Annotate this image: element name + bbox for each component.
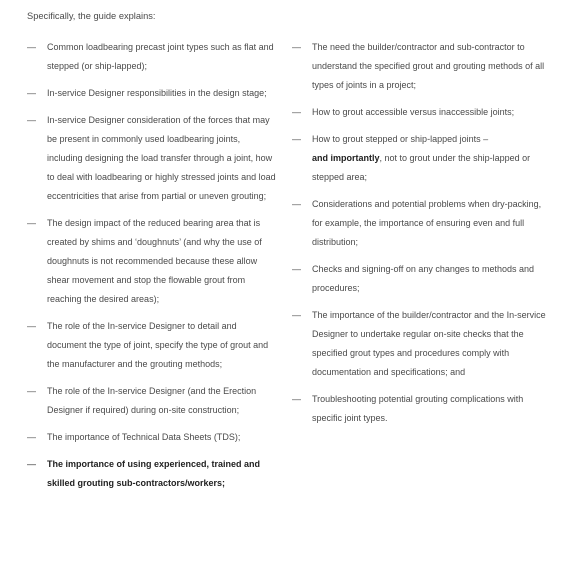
list-item-text: The importance of the builder/contractor and the In-service Designer to undertake regular on-site checks that the specified grout types and procedures comply with documentation and specifications; and xyxy=(312,310,546,377)
list-item-text: The design impact of the reduced bearing area that is created by shims and ‘doughnuts’ (and why the use of doughnuts is not recommended because these allow shear movement and stop the flowable grout from reaching the desired areas); xyxy=(47,218,262,304)
list-item-text-tail: , not to grout under the ship-lapped or stepped area; xyxy=(312,153,531,182)
list-item xyxy=(27,428,277,447)
list-item-text: Considerations and potential problems when dry-packing, for example, the importance of ensuring even and full distribution; xyxy=(312,199,542,247)
emphasis-text: and importantly xyxy=(312,153,380,163)
left-bullet-list xyxy=(27,38,277,501)
list-item-emphasized xyxy=(27,455,277,493)
list-item-text-lead: How to grout stepped or ship-lapped joints – xyxy=(312,134,489,144)
dash-bullet: — xyxy=(27,115,36,125)
list-item xyxy=(27,317,277,374)
list-item xyxy=(27,214,277,309)
list-item-text: Common loadbearing precast joint types such as flat and stepped (or ship-lapped); xyxy=(47,42,274,71)
dash-bullet: — xyxy=(292,42,301,52)
dash-bullet: — xyxy=(27,42,36,52)
list-item-text: Checks and signing-off on any changes to methods and procedures; xyxy=(312,264,534,293)
dash-bullet: — xyxy=(292,310,301,320)
list-item-text: Troubleshooting potential grouting complications with specific joint types. xyxy=(312,394,524,423)
dash-bullet: — xyxy=(27,386,36,396)
list-item xyxy=(27,111,277,206)
list-item-text xyxy=(312,134,530,182)
list-item xyxy=(292,390,547,428)
intro-text: Specifically, the guide explains: xyxy=(27,11,156,21)
list-item xyxy=(292,130,547,187)
list-item xyxy=(292,38,547,95)
list-item xyxy=(27,382,277,420)
list-item-text: The importance of using experienced, trained and skilled grouting sub-contractors/workers; xyxy=(47,459,261,488)
dash-bullet: — xyxy=(27,459,36,469)
dash-bullet: — xyxy=(292,107,301,117)
list-item xyxy=(292,260,547,298)
dash-bullet: — xyxy=(27,321,36,331)
list-item xyxy=(27,84,277,103)
list-item-text: In-service Designer consideration of the forces that may be present in commonly used loadbearing joints, including designing the load transfer through a joint, how to deal with loadbearing or highly stressed joints and load eccentricities that arise from partial or uneven grouting; xyxy=(47,115,276,201)
dash-bullet: — xyxy=(292,134,301,144)
list-item-text: In-service Designer responsibilities in the design stage; xyxy=(47,88,267,98)
list-item-text: The need the builder/contractor and sub-contractor to understand the specified grout and grouting methods of all types of joints in a project; xyxy=(312,42,545,90)
dash-bullet: — xyxy=(27,88,36,98)
list-item xyxy=(27,38,277,76)
dash-bullet: — xyxy=(292,199,301,209)
list-item xyxy=(292,103,547,122)
list-item-text: The role of the In-service Designer (and the Erection Designer if required) during on-site construction; xyxy=(47,386,257,415)
dash-bullet: — xyxy=(292,394,301,404)
list-item-text: The role of the In-service Designer to detail and document the type of joint, specify the type of grout and the manufacturer and the grouting methods; xyxy=(47,321,269,369)
list-item xyxy=(292,306,547,382)
dash-bullet: — xyxy=(292,264,301,274)
dash-bullet: — xyxy=(27,432,36,442)
right-bullet-list xyxy=(292,38,547,436)
dash-bullet: — xyxy=(27,218,36,228)
list-item xyxy=(292,195,547,252)
list-item-text: The importance of Technical Data Sheets (TDS); xyxy=(47,432,241,442)
list-item-text: How to grout accessible versus inaccessible joints; xyxy=(312,107,515,117)
